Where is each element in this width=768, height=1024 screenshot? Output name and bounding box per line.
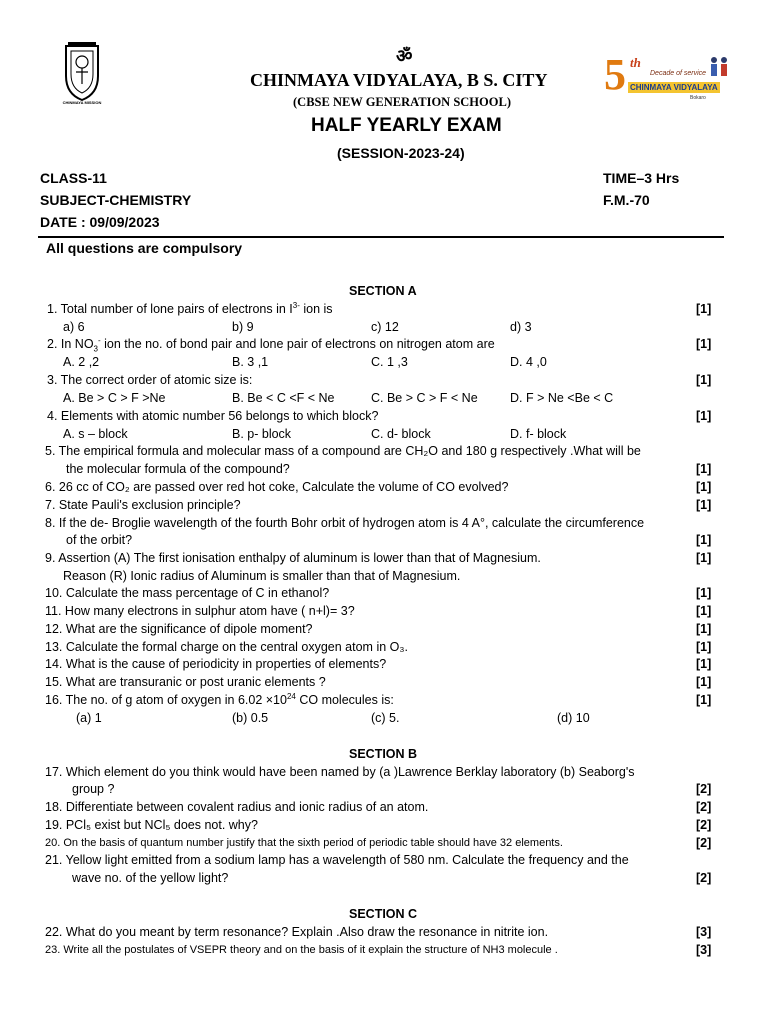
question-21-cont: wave no. of the yellow light?	[72, 871, 229, 885]
question-12: 12. What are the significance of dipole moment?	[45, 622, 313, 636]
marks: [2]	[696, 800, 712, 814]
option: D. f- block	[510, 427, 567, 441]
date-label: DATE : 09/09/2023	[40, 214, 160, 230]
question-9: 9. Assertion (A) The first ionisation enthalpy of aluminum is lower than that of Magnesium.	[45, 551, 541, 565]
option: D. F > Ne <Be < C	[510, 391, 614, 405]
logo-number: 5	[604, 50, 626, 99]
marks: [1]	[696, 533, 712, 547]
question-14: 14. What is the cause of periodicity in properties of elements?	[45, 657, 387, 671]
question-22: 22. What do you meant by term resonance? Explain .Also draw the resonance in nitrite ion.	[45, 925, 549, 939]
option: D. 4 ,0	[510, 355, 547, 369]
logo-th: th	[630, 55, 641, 70]
question-8: 8. If the de- Broglie wavelength of the fourth Bohr orbit of hydrogen atom is 4 A°, calculate the circumference	[45, 516, 645, 530]
marks: [3]	[696, 925, 712, 939]
marks: [1]	[696, 462, 712, 476]
marks: [1]	[696, 480, 712, 494]
logo-tagline: Decade of service	[650, 70, 707, 77]
emblem-icon	[62, 40, 102, 104]
question-2: 2. In $NO_3^-$ ion the no. of bond pair and lone pair of electrons on nitrogen atom are	[47, 335, 495, 354]
option: C. Be > C > F < Ne	[371, 391, 478, 405]
children-figures-icon	[708, 55, 730, 85]
question-7: 7. State Pauli's exclusion principle?	[45, 498, 241, 512]
marks: [2]	[696, 818, 712, 832]
question-16: 16. The no. of g atom of oxygen in $6.02 \times 10^{24}$ CO molecules is:	[45, 691, 394, 707]
marks: [1]	[696, 604, 712, 618]
option: (d) 10	[557, 711, 590, 725]
section-c-heading: SECTION C	[349, 907, 418, 921]
marks: [1]	[696, 675, 712, 689]
marks: [2]	[696, 836, 712, 850]
marks: [1]	[696, 409, 712, 423]
emblem-caption: CHINMAYA MISSION	[62, 100, 102, 105]
question-3: 3. The correct order of atomic size is:	[47, 373, 253, 387]
question-8-cont: of the orbit?	[66, 533, 133, 547]
option: A. s – block	[63, 427, 128, 441]
exam-title: HALF YEARLY EXAM	[311, 115, 502, 136]
section-a-heading: SECTION A	[349, 284, 417, 298]
marks: [1]	[696, 586, 712, 600]
marks: [1]	[696, 640, 712, 654]
marks: [3]	[696, 943, 712, 957]
question-9-reason: Reason (R) Ionic radius of Aluminum is smaller than that of Magnesium.	[63, 569, 461, 583]
question-10: 10. Calculate the mass percentage of C in ethanol?	[45, 586, 330, 600]
question-15: 15. What are transuranic or post uranic elements ?	[45, 675, 326, 689]
class-label: CLASS-11	[40, 170, 107, 186]
marks: [1]	[696, 337, 712, 351]
question-21: 21. Yellow light emitted from a sodium lamp has a wavelength of 580 nm. Calculate the frequency and the	[45, 853, 629, 867]
question-13: 13. Calculate the formal charge on the central oxygen atom in O₃.	[45, 640, 408, 654]
marks: [1]	[696, 657, 712, 671]
marks: [1]	[696, 498, 712, 512]
full-marks-label: F.M.-70	[603, 192, 650, 208]
marks: [1]	[696, 373, 712, 387]
question-19: 19. PCl₅ exist but NCl₅ does not. why?	[45, 818, 258, 832]
subject-label: SUBJECT-CHEMISTRY	[40, 192, 192, 208]
session: (SESSION-2023-24)	[337, 145, 465, 161]
marks: [1]	[696, 551, 712, 565]
marks: [2]	[696, 871, 712, 885]
school-name: CHINMAYA VIDYALAYA, B S. CITY	[250, 70, 548, 90]
option: A. 2 ,2	[63, 355, 100, 369]
option: B. p- block	[232, 427, 292, 441]
marks: [2]	[696, 782, 712, 796]
option: B. 3 ,1	[232, 355, 269, 369]
option: (a) 1	[76, 711, 102, 725]
question-6: 6. 26 cc of CO₂ are passed over red hot coke, Calculate the volume of CO evolved?	[45, 480, 509, 494]
option: C. 1 ,3	[371, 355, 408, 369]
option: C. d- block	[371, 427, 431, 441]
logo-city: Bokaro	[690, 95, 706, 101]
question-4: 4. Elements with atomic number 56 belongs to which block?	[47, 409, 379, 423]
question-11: 11. How many electrons in sulphur atom have ( n+l)= 3?	[45, 604, 355, 618]
option: (b) 0.5	[232, 711, 269, 725]
header-divider	[38, 236, 724, 238]
logo-name: CHINMAYA VIDYALAYA	[630, 83, 718, 92]
school-type: (CBSE NEW GENERATION SCHOOL)	[293, 95, 511, 109]
om-symbol: ॐ	[396, 46, 413, 66]
option: a) 6	[63, 320, 85, 334]
question-17: 17. Which element do you think would have been named by (a )Lawrence Berklay laboratory (b) Seaborg's	[45, 765, 635, 779]
option: b) 9	[232, 320, 254, 334]
question-18: 18. Differentiate between covalent radius and ionic radius of an atom.	[45, 800, 429, 814]
option: B. Be < C <F < Ne	[232, 391, 335, 405]
marks: [1]	[696, 693, 712, 707]
question-1: 1. Total number of lone pairs of electrons in $I^{3-}$ ion is	[47, 300, 333, 316]
question-5-cont: the molecular formula of the compound?	[66, 462, 290, 476]
option: A. Be > C > F >Ne	[63, 391, 166, 405]
option: d) 3	[510, 320, 532, 334]
instruction: All questions are compulsory	[46, 240, 243, 256]
option: c) 12	[371, 320, 399, 334]
question-5: 5. The empirical formula and molecular mass of a compound are CH₂O and 180 g respectively .What will be	[45, 444, 641, 458]
time-label: TIME–3 Hrs	[603, 170, 680, 186]
marks: [1]	[696, 622, 712, 636]
school-logo-right	[600, 50, 735, 107]
section-b-heading: SECTION B	[349, 747, 418, 761]
school-emblem-left	[62, 40, 102, 104]
marks: [1]	[696, 302, 712, 316]
question-17-cont: group ?	[72, 782, 115, 796]
question-20: 20. On the basis of quantum number justify that the sixth period of periodic table should have 32 elements.	[45, 837, 563, 849]
question-23: 23. Write all the postulates of VSEPR theory and on the basis of it explain the structure of NH3 molecule .	[45, 944, 558, 956]
option: (c) 5.	[371, 711, 400, 725]
